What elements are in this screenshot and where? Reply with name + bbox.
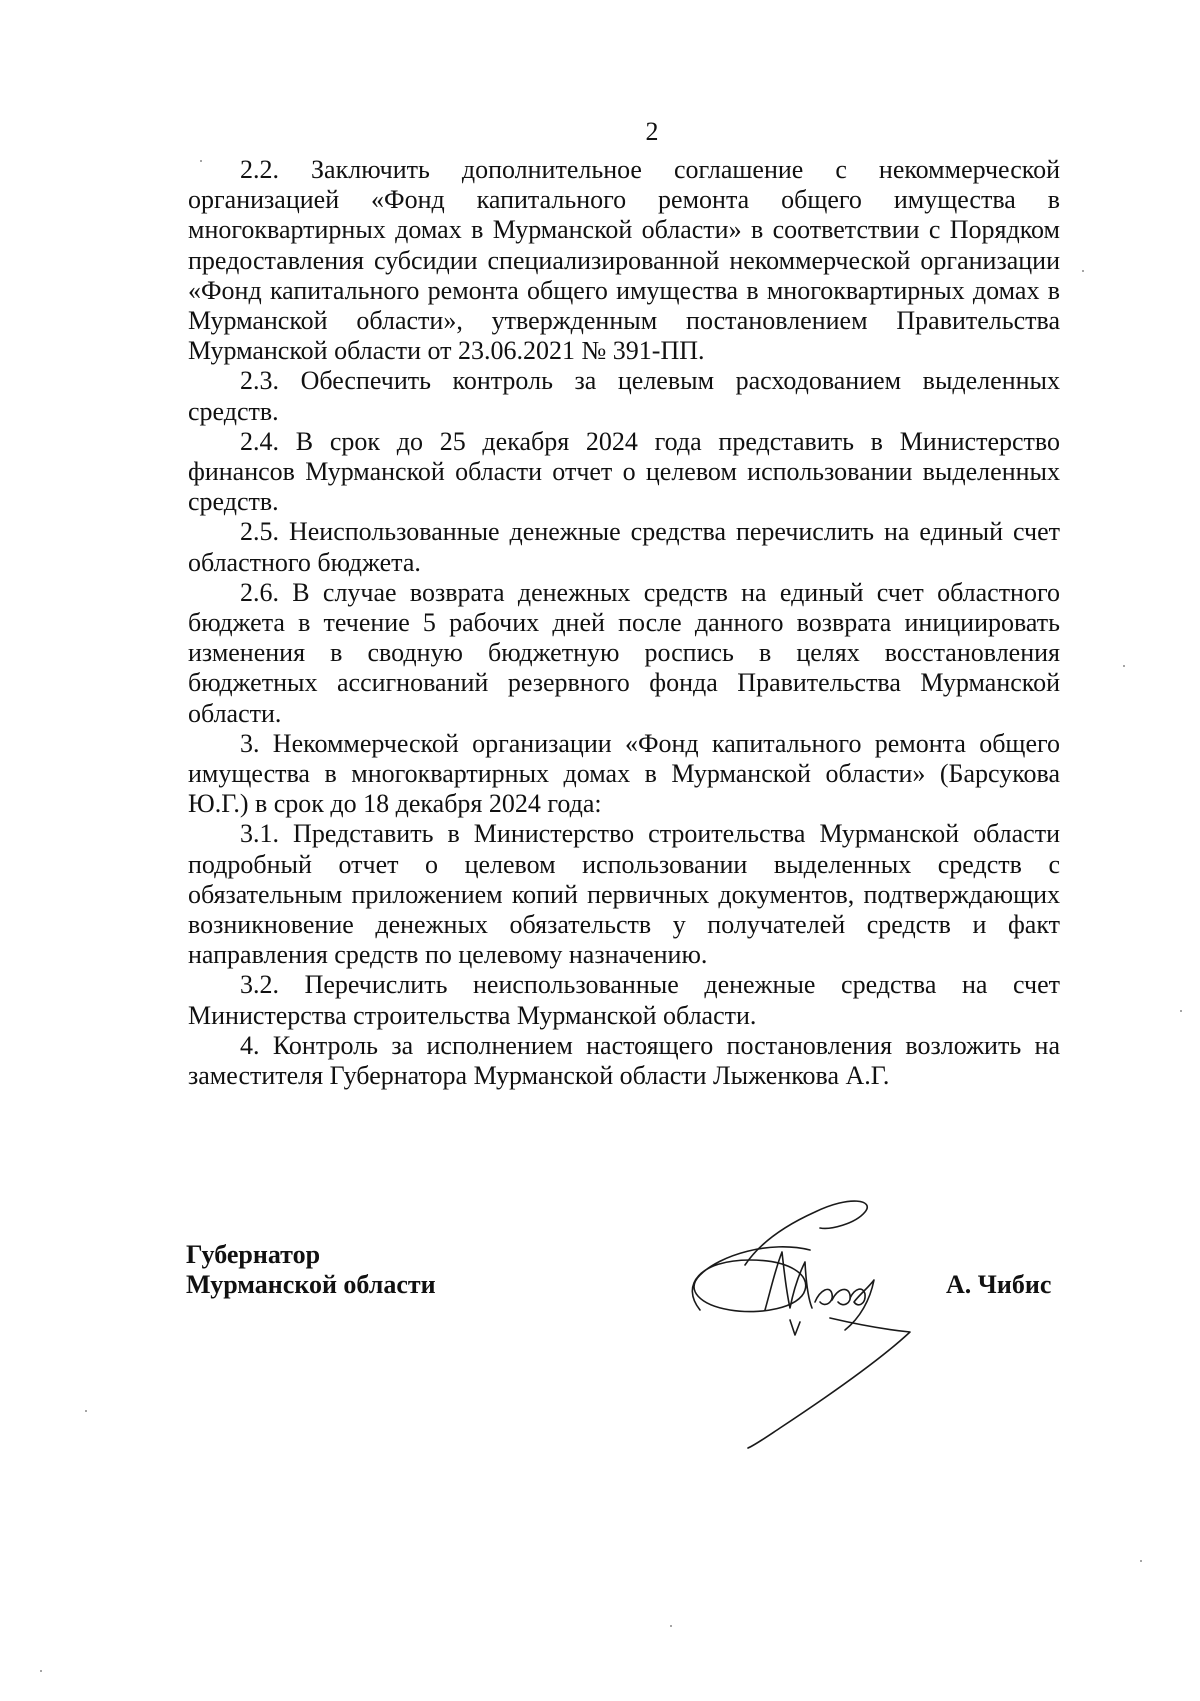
page-number: 2: [645, 117, 659, 146]
paragraph-3-1: 3.1. Представить в Министерство строительства Мурманской области подробный отчет о целевом использовании выделенных средств с обязательным приложением копий первичных документов, подтверждающих возникновение денежных обязательств у получателей средств и факт направления средств по целевому назначению.: [188, 819, 1060, 970]
paragraph-2-5: 2.5. Неиспользованные денежные средства перечислить на единый счет областного бюджета.: [188, 517, 1060, 577]
scan-speck: [40, 1670, 42, 1672]
scan-speck: [1082, 270, 1084, 272]
scan-speck: [85, 1410, 87, 1412]
scan-speck: [670, 1625, 672, 1627]
document-body: [188, 155, 1060, 1091]
paragraph-4: 4. Контроль за исполнением настоящего постановления возложить на заместителя Губернатора Мурманской области Лыженкова А.Г.: [188, 1030, 1060, 1091]
handwritten-signature-icon: [660, 1190, 980, 1460]
scan-speck: [1123, 665, 1125, 667]
scan-speck: [200, 160, 202, 162]
signatory-title-line2: Мурманской области: [186, 1270, 436, 1299]
signatory-title: [186, 1240, 436, 1300]
paragraph-2-2: 2.2. Заключить дополнительное соглашение с некоммерческой организацией «Фонд капитального ремонта общего имущества в многоквартирных домах в Мурманской области» в соответствии с Порядком предоставления субсидии специализированной некоммерческой организации «Фонд капитального ремонта общего имущества в многоквартирных домах в Мурманской области», утвержденным постановлением Правительства Мурманской области от 23.06.2021 № 391-ПП.: [188, 155, 1060, 366]
paragraph-2-4: 2.4. В срок до 25 декабря 2024 года представить в Министерство финансов Мурманской области отчет о целевом использовании выделенных средств.: [188, 426, 1060, 517]
paragraph-3: 3. Некоммерческой организации «Фонд капитального ремонта общего имущества в многоквартирных домах в Мурманской области» (Барсукова Ю.Г.) в срок до 18 декабря 2024 года:: [188, 728, 1060, 819]
scan-speck: [1140, 1560, 1142, 1562]
signatory-title-line1: Губернатор: [186, 1240, 321, 1269]
scan-speck: [1180, 1010, 1182, 1012]
signatory-name: А. Чибис: [946, 1270, 1052, 1299]
paragraph-2-3: 2.3. Обеспечить контроль за целевым расходованием выделенных средств.: [188, 366, 1060, 426]
paragraph-3-2: 3.2. Перечислить неиспользованные денежные средства на счет Министерства строительства Мурманской области.: [188, 970, 1060, 1030]
paragraph-2-6: 2.6. В случае возврата денежных средств на единый счет областного бюджета в течение 5 рабочих дней после данного возврата инициировать изменения в сводную бюджетную роспись в целях восстановления бюджетных ассигнований резервного фонда Правительства Мурманской области.: [188, 577, 1060, 728]
